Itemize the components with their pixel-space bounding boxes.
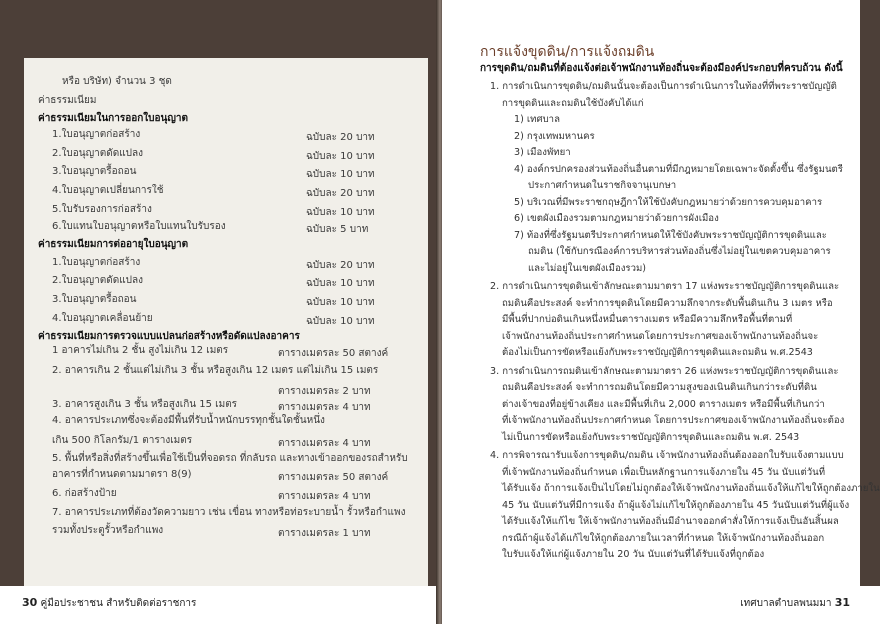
fee-rate: ตารางเมตรละ 4 บาท bbox=[278, 438, 371, 449]
body-line: กรณีถ้าผู้แจ้งได้แก้ไขให้ถูกต้องภายในเวลาที่กำหนด ให้เจ้าพนักงานท้องถิ่นออก bbox=[502, 532, 825, 544]
fee-rate: ฉบับละ 10 บาท bbox=[306, 316, 375, 327]
fee-item: หรือ บริษัท) จำนวน 3 ชุด bbox=[62, 76, 172, 87]
fee-rate: ฉบับละ 5 บาท bbox=[306, 224, 369, 235]
fee-item: 4.ใบอนุญาตเคลื่อนย้าย bbox=[52, 313, 153, 324]
body-line: 3) เมืองพัทยา bbox=[514, 147, 571, 158]
body-line: การขุดดินและถมดินใช้บังคับได้แก่ bbox=[502, 97, 644, 109]
body-line: ถมดินคือประสงค์ จะทำการขุดดินโดยมีความลึกจากระดับพื้นดินเกิน 3 เมตร หรือ bbox=[502, 297, 833, 309]
right-page bbox=[442, 0, 880, 624]
left-page-number: 30 bbox=[22, 596, 38, 609]
fee-item: 1.ใบอนุญาตก่อสร้าง bbox=[52, 257, 141, 268]
body-line: 4. การพิจารณารับแจ้งการขุดดิน/ถมดิน เจ้าพนักงานท้องถิ่นต้องออกใบรับแจ้งตามแบบ bbox=[490, 450, 844, 461]
fee-rate: ฉบับละ 10 บาท bbox=[306, 151, 375, 162]
body-line: 2) กรุงเทพมหานคร bbox=[514, 130, 595, 142]
body-line: 2. การดำเนินการขุดดินเข้าลักษณะตามมาตรา 17 แห่งพระราชบัญญัติการขุดดินและ bbox=[490, 281, 840, 292]
fee-item: 6. ก่อสร้างป้าย bbox=[52, 488, 117, 499]
body-line: 6) เขตผังเมืองรวมตามกฎหมายว่าด้วยการผังเมือง bbox=[514, 213, 719, 224]
fee-rate: ฉบับละ 10 บาท bbox=[306, 278, 375, 289]
right-page-number: 31 bbox=[834, 596, 850, 609]
fee-item: อาคารที่กำหนดตามมาตรา 8(9) bbox=[52, 469, 192, 480]
body-line: ได้รับแจ้งให้แก้ไข ให้เจ้าพนักงานท้องถิ่นมีอำนาจออกคำสั่งให้การแจ้งเป็นอันสิ้นผล bbox=[502, 516, 839, 527]
body-line: เจ้าพนักงานท้องถิ่นประกาศกำหนดโดยการประกาศของเจ้าพนักงานท้องถิ่นจะ bbox=[502, 330, 819, 342]
body-line: ที่เจ้าพนักงานท้องถิ่นกำหนด เพื่อเป็นหลักฐานการแจ้งภายใน 45 วัน นับแต่วันที่ bbox=[502, 466, 826, 478]
fee-rate: ตารางเมตรละ 2 บาท bbox=[278, 386, 371, 397]
fee-rate: ตารางเมตรละ 4 บาท bbox=[278, 491, 371, 502]
fee-item: 4.ใบอนุญาตเปลี่ยนการใช้ bbox=[52, 185, 164, 196]
fee-rate: ตารางเมตรละ 50 สตางค์ bbox=[278, 348, 389, 359]
body-line: และไม่อยู่ในเขตผังเมืองรวม) bbox=[528, 262, 647, 274]
right-page-band bbox=[860, 0, 880, 586]
body-line: ที่เจ้าพนักงานท้องถิ่นประกาศกำหนด โดยการประกาศของเจ้าพนักงานท้องถิ่นจะต้อง bbox=[502, 415, 845, 426]
section-heading: ค่าธรรมเนียมในการออกใบอนุญาต bbox=[38, 113, 188, 124]
left-page bbox=[0, 0, 438, 624]
fee-item: 3.ใบอนุญาตรื้อถอน bbox=[52, 294, 137, 305]
fee-rate: ตารางเมตรละ 1 บาท bbox=[278, 528, 371, 539]
body-line: 3. การดำเนินการถมดินเข้าลักษณะตามมาตรา 26 แห่งพระราชบัญญัติการขุดดินและ bbox=[490, 365, 839, 377]
left-footer bbox=[22, 596, 196, 611]
body-line: ถมดินคือประสงค์ จะทำการถมดินโดยมีความสูงของเนินดินเกินกว่าระดับที่ดิน bbox=[502, 382, 817, 393]
body-line: 1) เทศบาล bbox=[514, 114, 560, 125]
body-line: 5) บริเวณที่มีพระราชกฤษฎีกาให้ใช้บังคับกฎหมายว่าด้วยการควบคุมอาคาร bbox=[514, 196, 823, 208]
section-heading: ค่าธรรมเนียมการตรวจแบบแปลนก่อสร้างหรือดัดแปลงอาคาร bbox=[38, 331, 300, 342]
fee-rate: ฉบับละ 10 บาท bbox=[306, 297, 375, 308]
fee-item: 2.ใบอนุญาตดัดแปลง bbox=[52, 148, 144, 159]
right-footer-title: เทศบาลตำบลพนมมา bbox=[740, 598, 832, 609]
body-line: ไม่เป็นการขัดหรือแย้งกับพระราชบัญญัติการขุดดินและถมดิน พ.ศ. 2543 bbox=[502, 431, 800, 443]
fee-rate: ฉบับละ 20 บาท bbox=[306, 132, 375, 143]
body-line: ต้องไม่เป็นการขัดหรือแย้งกับพระราชบัญญัติการขุดดินและถมดิน พ.ศ.2543 bbox=[502, 347, 813, 358]
section-title: การแจ้งขุดดิน/การแจ้งถมดิน bbox=[480, 44, 655, 60]
fee-item: 7. อาคารประเภทที่ต้องวัดความยาว เช่น เขื่อน ทางหรือท่อระบายน้ำ รั้วหรือกำแพง bbox=[52, 507, 406, 518]
fee-item: 5. พื้นที่หรือสิ่งที่สร้างขึ้นเพื่อใช้เป็นที่จอดรถ ที่กลับรถ และทางเข้าออกของรถสำหรับ bbox=[52, 453, 408, 464]
fee-item: 5.ใบรับรองการก่อสร้าง bbox=[52, 204, 152, 215]
body-line: ใบรับแจ้งให้แก่ผู้แจ้งภายใน 20 วัน นับแต่วันที่ได้รับแจ้งที่ถูกต้อง bbox=[502, 549, 765, 560]
fee-item: 1.ใบอนุญาตก่อสร้าง bbox=[52, 129, 141, 140]
body-line: ถมดิน (ใช้กับกรณีองค์การบริหารส่วนท้องถิ่นซึ่งไม่อยู่ในเขตควบคุมอาคาร bbox=[528, 246, 831, 257]
body-line: 45 วัน นับแต่วันที่มีการแจ้ง ถ้าผู้แจ้งไม่แก้ไขให้ถูกต้องภายใน 45 วันนับแต่วันที่ผู้แจ้ง bbox=[502, 499, 850, 511]
fee-rate: ฉบับละ 10 บาท bbox=[306, 169, 375, 180]
fee-item: รวมทั้งประตูรั้วหรือกำแพง bbox=[52, 525, 164, 536]
fee-item: 3.ใบอนุญาตรื้อถอน bbox=[52, 166, 137, 177]
fee-item: 2. อาคารเกิน 2 ชั้นแต่ไม่เกิน 3 ชั้น หรือสูงเกิน 12 เมตร แต่ไม่เกิน 15 เมตร bbox=[52, 365, 379, 376]
body-line: 1. การดำเนินการขุดดิน/ถมดินนั้นจะต้องเป็นการดำเนินการในท้องที่ที่พระราชบัญญัติ bbox=[490, 81, 837, 92]
body-line: ต่างเจ้าของที่อยู่ข้างเคียง และมีพื้นที่เกิน 2,000 ตารางเมตร หรือมีพื้นที่เกินกว่า bbox=[502, 398, 825, 410]
fee-item: เกิน 500 กิโลกรัม/1 ตารางเมตร bbox=[52, 435, 193, 446]
fee-item: ค่าธรรมเนียม bbox=[38, 95, 97, 106]
fee-item: 6.ใบแทนใบอนุญาตหรือใบแทนใบรับรอง bbox=[52, 221, 226, 232]
body-line: มีพื้นที่ปากบ่อดินเกินหนึ่งหมื่นตารางเมตร หรือมีความลึกหรือพื้นที่ตามที่ bbox=[502, 314, 793, 325]
fee-item: 3. อาคารสูงเกิน 3 ชั้น หรือสูงเกิน 15 เมตร bbox=[52, 399, 238, 410]
section-subtitle: การขุดดิน/ถมดินที่ต้องแจ้งต่อเจ้าพนักงานท้องถิ่นจะต้องมีองค์ประกอบที่ครบถ้วน ดังนี้ bbox=[480, 63, 843, 74]
body-line: 4) องค์กรปกครองส่วนท้องถิ่นอื่นตามที่มีกฎหมายโดยเฉพาะจัดตั้งขึ้น ซึ่งรัฐมนตรี bbox=[514, 163, 843, 175]
section-heading: ค่าธรรมเนียมการต่ออายุใบอนุญาต bbox=[38, 239, 189, 250]
fee-item: 4. อาคารประเภทซึ่งจะต้องมีพื้นที่รับน้ำหนักบรรทุกชั้นใดชั้นหนึ่ง bbox=[52, 415, 325, 426]
right-footer bbox=[740, 596, 850, 611]
fee-rate: ฉบับละ 10 บาท bbox=[306, 207, 375, 218]
fee-rate: ตารางเมตรละ 50 สตางค์ bbox=[278, 472, 389, 483]
fee-rate: ฉบับละ 20 บาท bbox=[306, 260, 375, 271]
fee-item: 1 อาคารไม่เกิน 2 ชั้น สูงไม่เกิน 12 เมตร bbox=[52, 345, 229, 356]
body-line: ประกาศกำหนดในราชกิจจานุเบกษา bbox=[528, 180, 677, 191]
fee-item: 2.ใบอนุญาตดัดแปลง bbox=[52, 275, 144, 286]
left-footer-title: คู่มือประชาชน สำหรับติดต่อราชการ bbox=[40, 598, 197, 609]
body-line: ได้รับแจ้ง ถ้าการแจ้งเป็นไปโดยไม่ถูกต้องให้เจ้าพนักงานท้องถิ่นแจ้งให้แก้ไขให้ถูกต้องภายใน bbox=[502, 483, 880, 494]
body-line: 7) ท้องที่ซึ่งรัฐมนตรีประกาศกำหนดให้ใช้บังคับพระราชบัญญัติการขุดดินและ bbox=[514, 229, 827, 241]
fee-rate: ฉบับละ 20 บาท bbox=[306, 188, 375, 199]
fee-rate: ตารางเมตรละ 4 บาท bbox=[278, 402, 371, 413]
